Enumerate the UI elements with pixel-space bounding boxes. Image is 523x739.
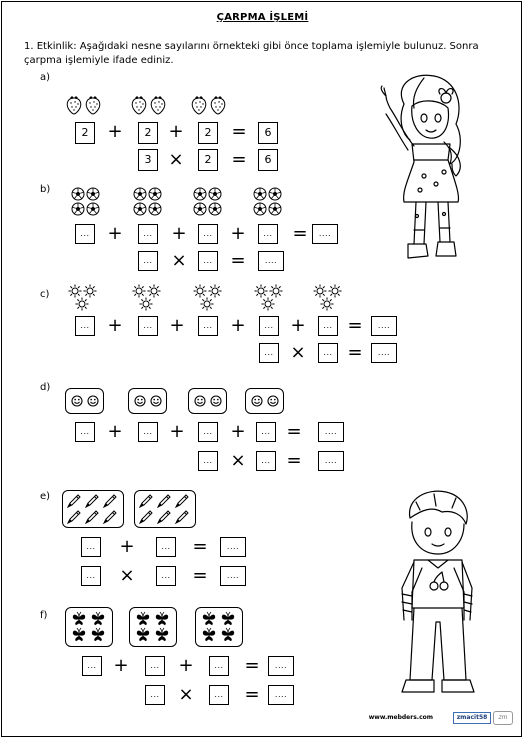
answer-box[interactable]: ...: [198, 451, 218, 471]
times-sign: ×: [230, 450, 246, 471]
equals-sign: =: [244, 655, 260, 676]
butterfly-group-2: [129, 607, 177, 647]
girl-illustration: [364, 64, 474, 276]
sun-group-4: [254, 284, 284, 312]
answer-box[interactable]: ...: [198, 251, 218, 271]
ball-group-1: [70, 186, 102, 218]
answer-box[interactable]: ...: [209, 685, 229, 705]
answer-box[interactable]: ...: [198, 422, 218, 442]
footer-url: www.mebders.com: [368, 714, 433, 721]
answer-box[interactable]: ...: [198, 224, 218, 244]
plus-sign: +: [169, 315, 185, 336]
equals-sign: =: [192, 536, 208, 557]
times-sign: ×: [178, 684, 194, 705]
plus-sign: +: [171, 223, 187, 244]
answer-box[interactable]: ...: [259, 316, 279, 336]
footer-signature: zm: [493, 711, 513, 725]
answer-box[interactable]: ...: [82, 656, 102, 676]
result-box[interactable]: ....: [258, 251, 284, 271]
product-box: 6: [258, 149, 278, 171]
answer-box[interactable]: ...: [259, 343, 279, 363]
times-sign: ×: [171, 250, 187, 271]
plus-sign: +: [168, 121, 184, 142]
equals-sign: =: [347, 342, 363, 363]
worksheet-page: [1, 1, 522, 737]
answer-box[interactable]: ...: [81, 566, 101, 586]
answer-box[interactable]: ...: [75, 316, 95, 336]
strawberry-group-1: [65, 94, 105, 116]
equals-sign: =: [244, 684, 260, 705]
strawberry-group-3: [190, 94, 230, 116]
plus-sign: +: [107, 315, 123, 336]
answer-box[interactable]: ...: [75, 224, 95, 244]
plus-sign: +: [113, 655, 129, 676]
result-box[interactable]: ....: [371, 343, 397, 363]
answer-box[interactable]: ...: [318, 316, 338, 336]
page-title: ÇARPMA İŞLEMİ: [216, 12, 309, 23]
equals-sign: =: [231, 121, 247, 142]
equals-sign: =: [231, 149, 247, 170]
answer-box[interactable]: ...: [209, 656, 229, 676]
smiley-group-4: [245, 388, 284, 414]
answer-box[interactable]: ...: [318, 343, 338, 363]
sun-group-2: [132, 284, 162, 312]
strawberry-icon: [86, 96, 100, 114]
factor-box: 3: [138, 149, 158, 171]
equals-sign: =: [286, 421, 302, 442]
plus-sign: +: [107, 223, 123, 244]
result-box[interactable]: ....: [220, 537, 246, 557]
result-box[interactable]: ....: [312, 224, 338, 244]
pencil-group-2: [134, 490, 196, 528]
sun-group-5: [313, 284, 343, 312]
result-box[interactable]: ....: [268, 656, 294, 676]
answer-box[interactable]: ...: [138, 224, 158, 244]
sum-box: 6: [258, 122, 278, 144]
times-sign: ×: [290, 342, 306, 363]
answer-box[interactable]: ...: [81, 537, 101, 557]
footer-username-badge: zmacit58: [453, 712, 491, 724]
answer-box[interactable]: ...: [198, 316, 218, 336]
equals-sign: =: [286, 450, 302, 471]
boy-illustration: [392, 488, 482, 698]
ball-group-2: [132, 186, 164, 218]
smiley-group-3: [188, 388, 227, 414]
answer-box[interactable]: ...: [258, 224, 278, 244]
answer-box[interactable]: ...: [256, 451, 276, 471]
result-box[interactable]: ....: [318, 422, 344, 442]
answer-box[interactable]: ...: [138, 422, 158, 442]
smiley-group-1: [65, 388, 104, 414]
result-box[interactable]: ....: [371, 316, 397, 336]
ball-group-4: [252, 186, 284, 218]
pencil-group-1: [62, 490, 124, 528]
section-label-b: b): [40, 184, 51, 195]
answer-box[interactable]: ...: [156, 537, 176, 557]
section-label-a: a): [40, 72, 51, 83]
times-sign: ×: [119, 565, 135, 586]
answer-box[interactable]: ...: [145, 656, 165, 676]
answer-box[interactable]: ...: [138, 316, 158, 336]
equals-sign: =: [292, 223, 308, 244]
answer-box[interactable]: ...: [145, 685, 165, 705]
addend-box: 2: [138, 122, 158, 144]
plus-sign: +: [230, 421, 246, 442]
butterfly-group-1: [65, 607, 113, 647]
answer-box[interactable]: ...: [156, 566, 176, 586]
smiley-group-2: [128, 388, 167, 414]
butterfly-group-3: [195, 607, 243, 647]
addend-box: 2: [198, 122, 218, 144]
plus-sign: +: [230, 315, 246, 336]
sun-group-1: [68, 284, 98, 312]
section-label-c: c): [40, 289, 50, 300]
section-label-f: f): [40, 610, 48, 621]
plus-sign: +: [230, 223, 246, 244]
section-label-e: e): [40, 491, 51, 502]
result-box[interactable]: ....: [318, 451, 344, 471]
plus-sign: +: [119, 536, 135, 557]
factor-box: 2: [198, 149, 218, 171]
instruction-line-1: 1. Etkinlik: Aşağıdaki nesne sayılarını örnekteki gibi önce toplama işlemiyle bulunuz. Sonra: [24, 41, 479, 52]
answer-box[interactable]: ...: [75, 422, 95, 442]
plus-sign: +: [169, 421, 185, 442]
plus-sign: +: [107, 121, 123, 142]
strawberry-group-2: [130, 94, 170, 116]
plus-sign: +: [178, 655, 194, 676]
instruction-line-2: çarpma işlemiyle ifade ediniz.: [24, 55, 174, 66]
plus-sign: +: [107, 421, 123, 442]
sun-group-3: [193, 284, 223, 312]
plus-sign: +: [290, 315, 306, 336]
equals-sign: =: [230, 250, 246, 271]
addend-box: 2: [75, 122, 95, 144]
times-sign: ×: [168, 149, 184, 170]
answer-box[interactable]: ...: [138, 251, 158, 271]
result-box[interactable]: ....: [268, 685, 294, 705]
equals-sign: =: [347, 315, 363, 336]
ball-group-3: [192, 186, 224, 218]
equals-sign: =: [192, 565, 208, 586]
strawberry-icon: [67, 96, 81, 114]
result-box[interactable]: ....: [220, 566, 246, 586]
section-label-d: d): [40, 382, 51, 393]
answer-box[interactable]: ...: [256, 422, 276, 442]
